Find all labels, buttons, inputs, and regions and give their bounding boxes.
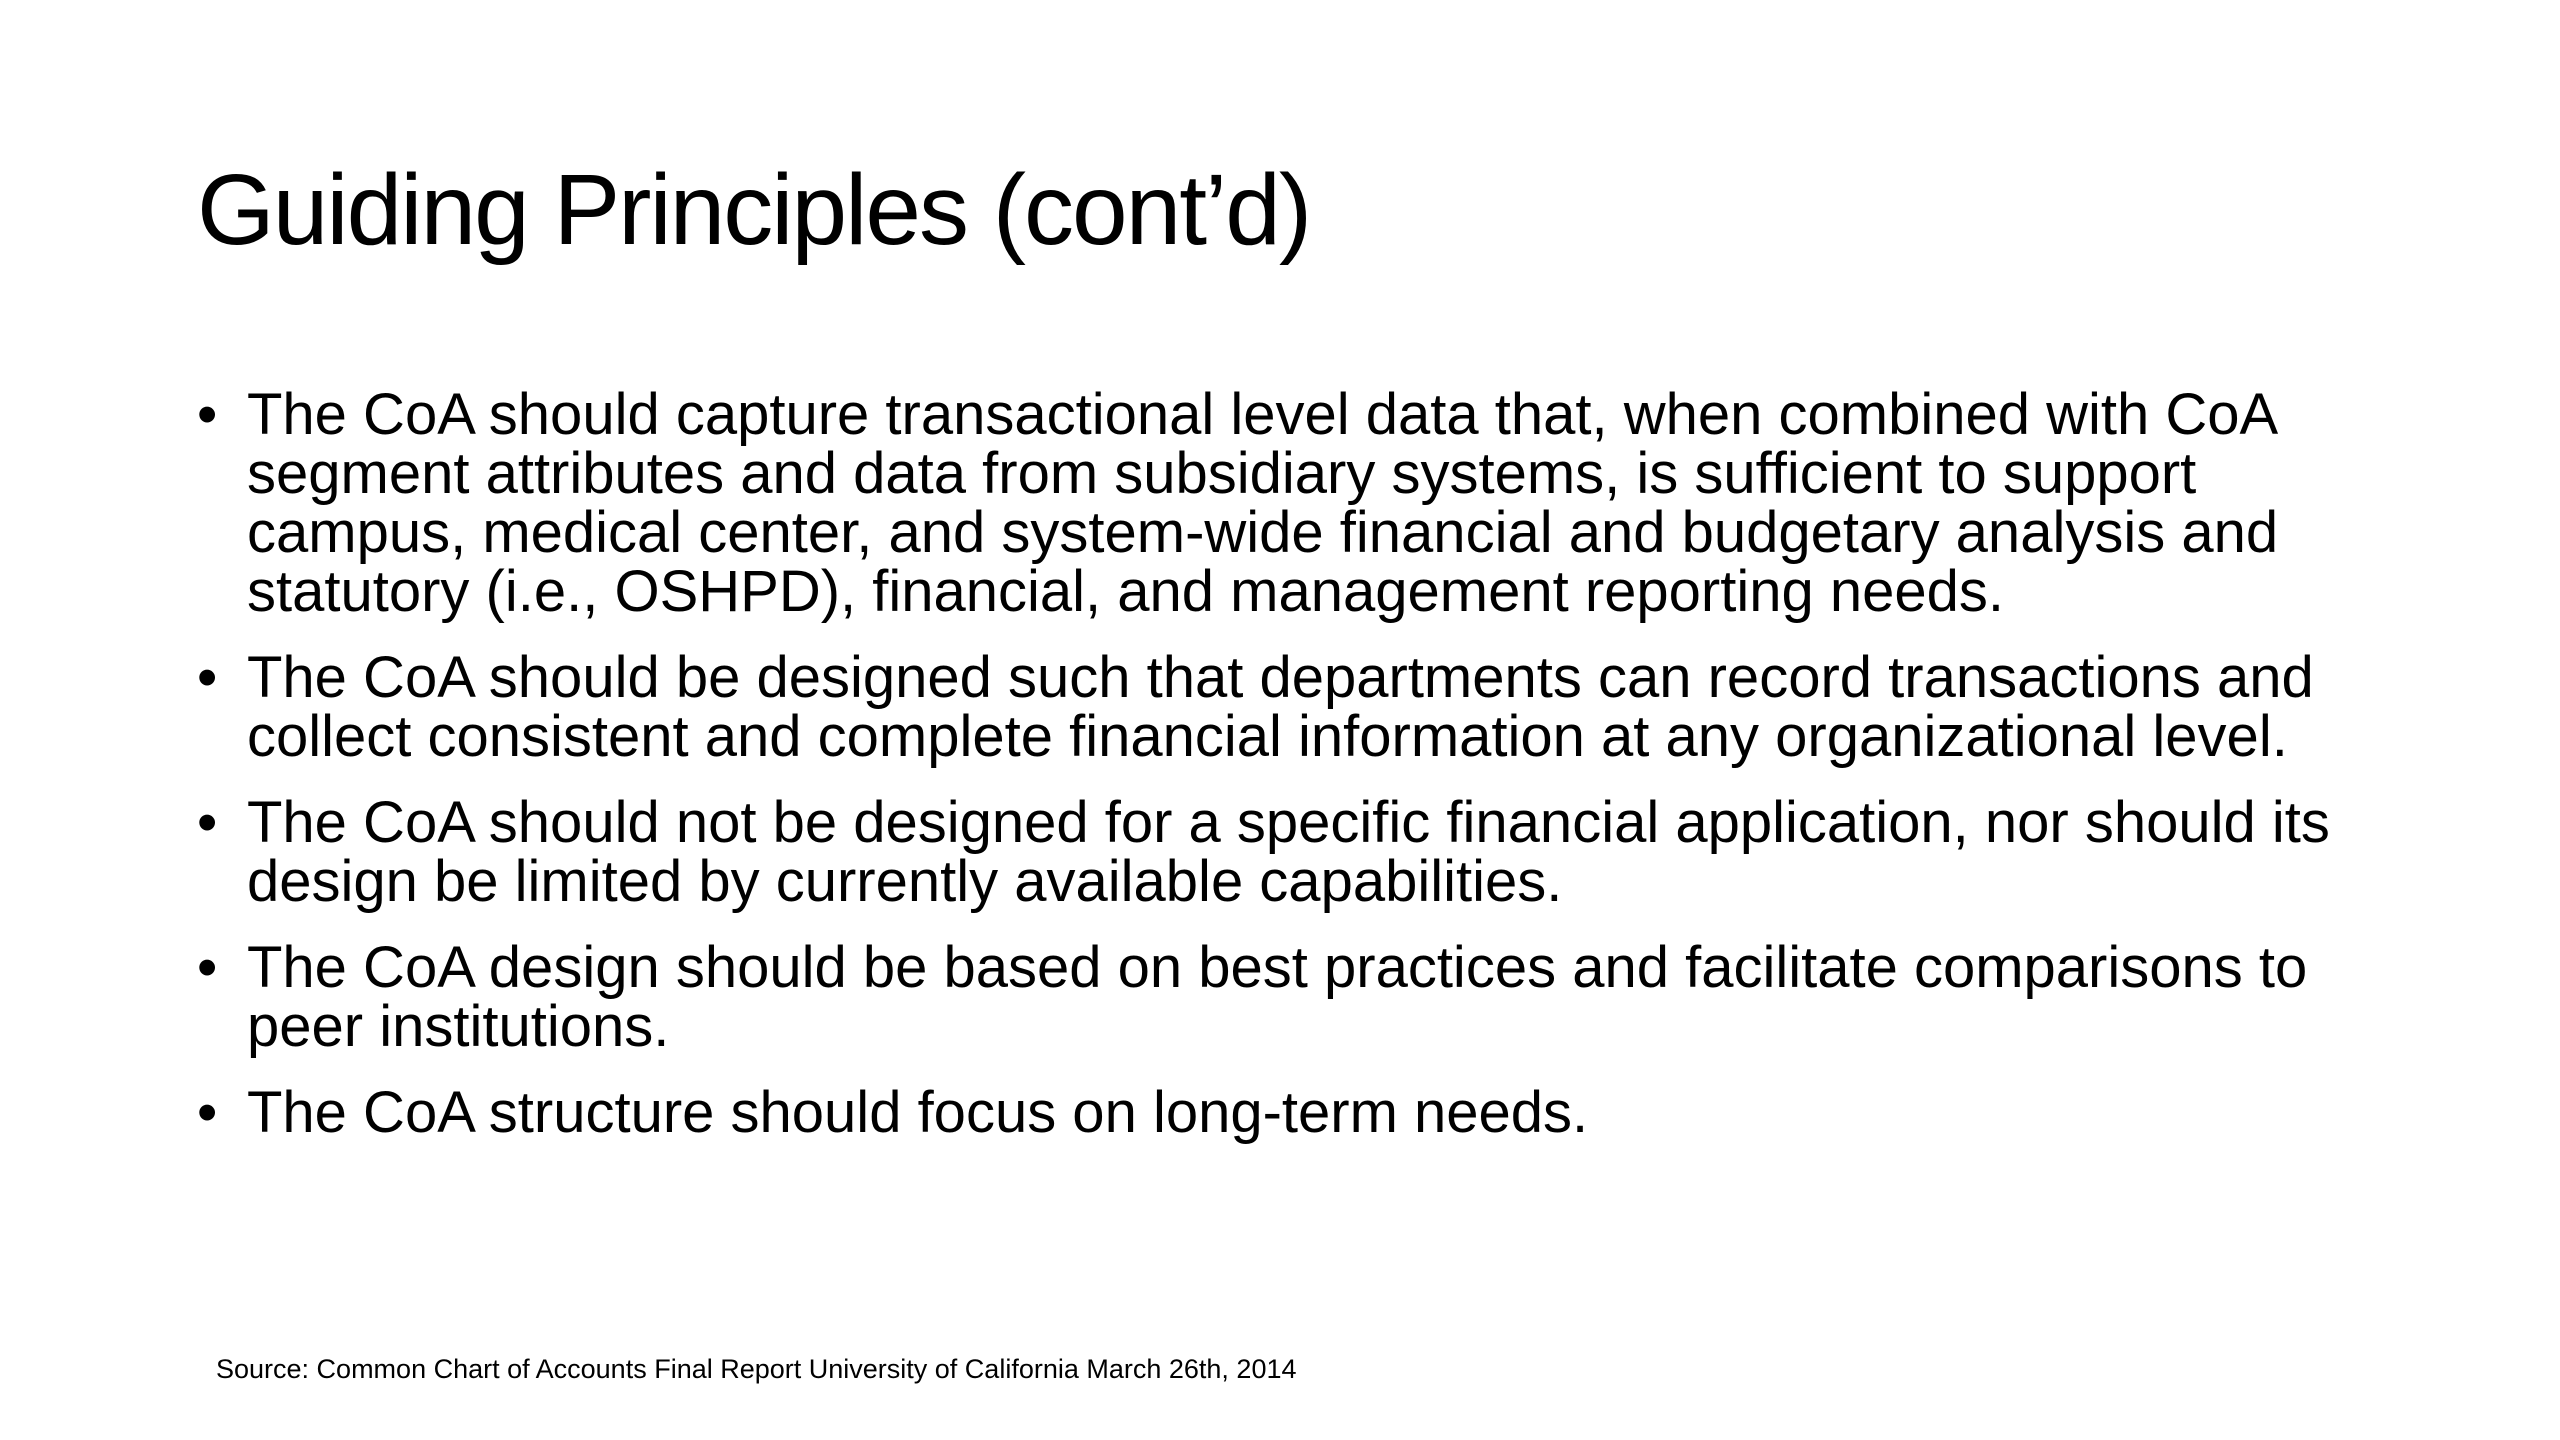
source-citation: Source: Common Chart of Accounts Final Report University of California March 26th, 2014 [216, 1354, 1297, 1384]
slide-title: Guiding Principles (cont’d) [197, 154, 1311, 266]
bullet-text: The CoA should be designed such that departments can record transactions and collect consistent and complete financial information at any organizational level. [247, 645, 2314, 769]
bullet-text: The CoA structure should focus on long-term needs. [247, 1080, 1589, 1145]
bullet-text: The CoA should capture transactional level data that, when combined with CoA segment attributes and data from subsidiary systems, is sufficient to support campus, medical center, and system-wide financial and budgetary analysis and statutory (i.e., OSHPD), financial, and management reporting needs. [247, 382, 2279, 624]
bullet-text: The CoA design should be based on best practices and facilitate comparisons to peer institutions. [247, 935, 2308, 1059]
bullet-item [197, 382, 2397, 624]
bullet-icon: • [197, 935, 218, 1000]
bullet-item [197, 645, 2397, 769]
bullet-text: The CoA should not be designed for a specific financial application, nor should its design be limited by currently available capabilities. [247, 790, 2330, 914]
bullet-icon: • [197, 1080, 218, 1145]
bullet-list [197, 382, 2397, 1169]
bullet-item [197, 935, 2397, 1059]
bullet-icon: • [197, 645, 218, 710]
bullet-icon: • [197, 382, 218, 447]
bullet-item [197, 790, 2397, 914]
bullet-item [197, 1080, 2397, 1145]
bullet-icon: • [197, 790, 218, 855]
